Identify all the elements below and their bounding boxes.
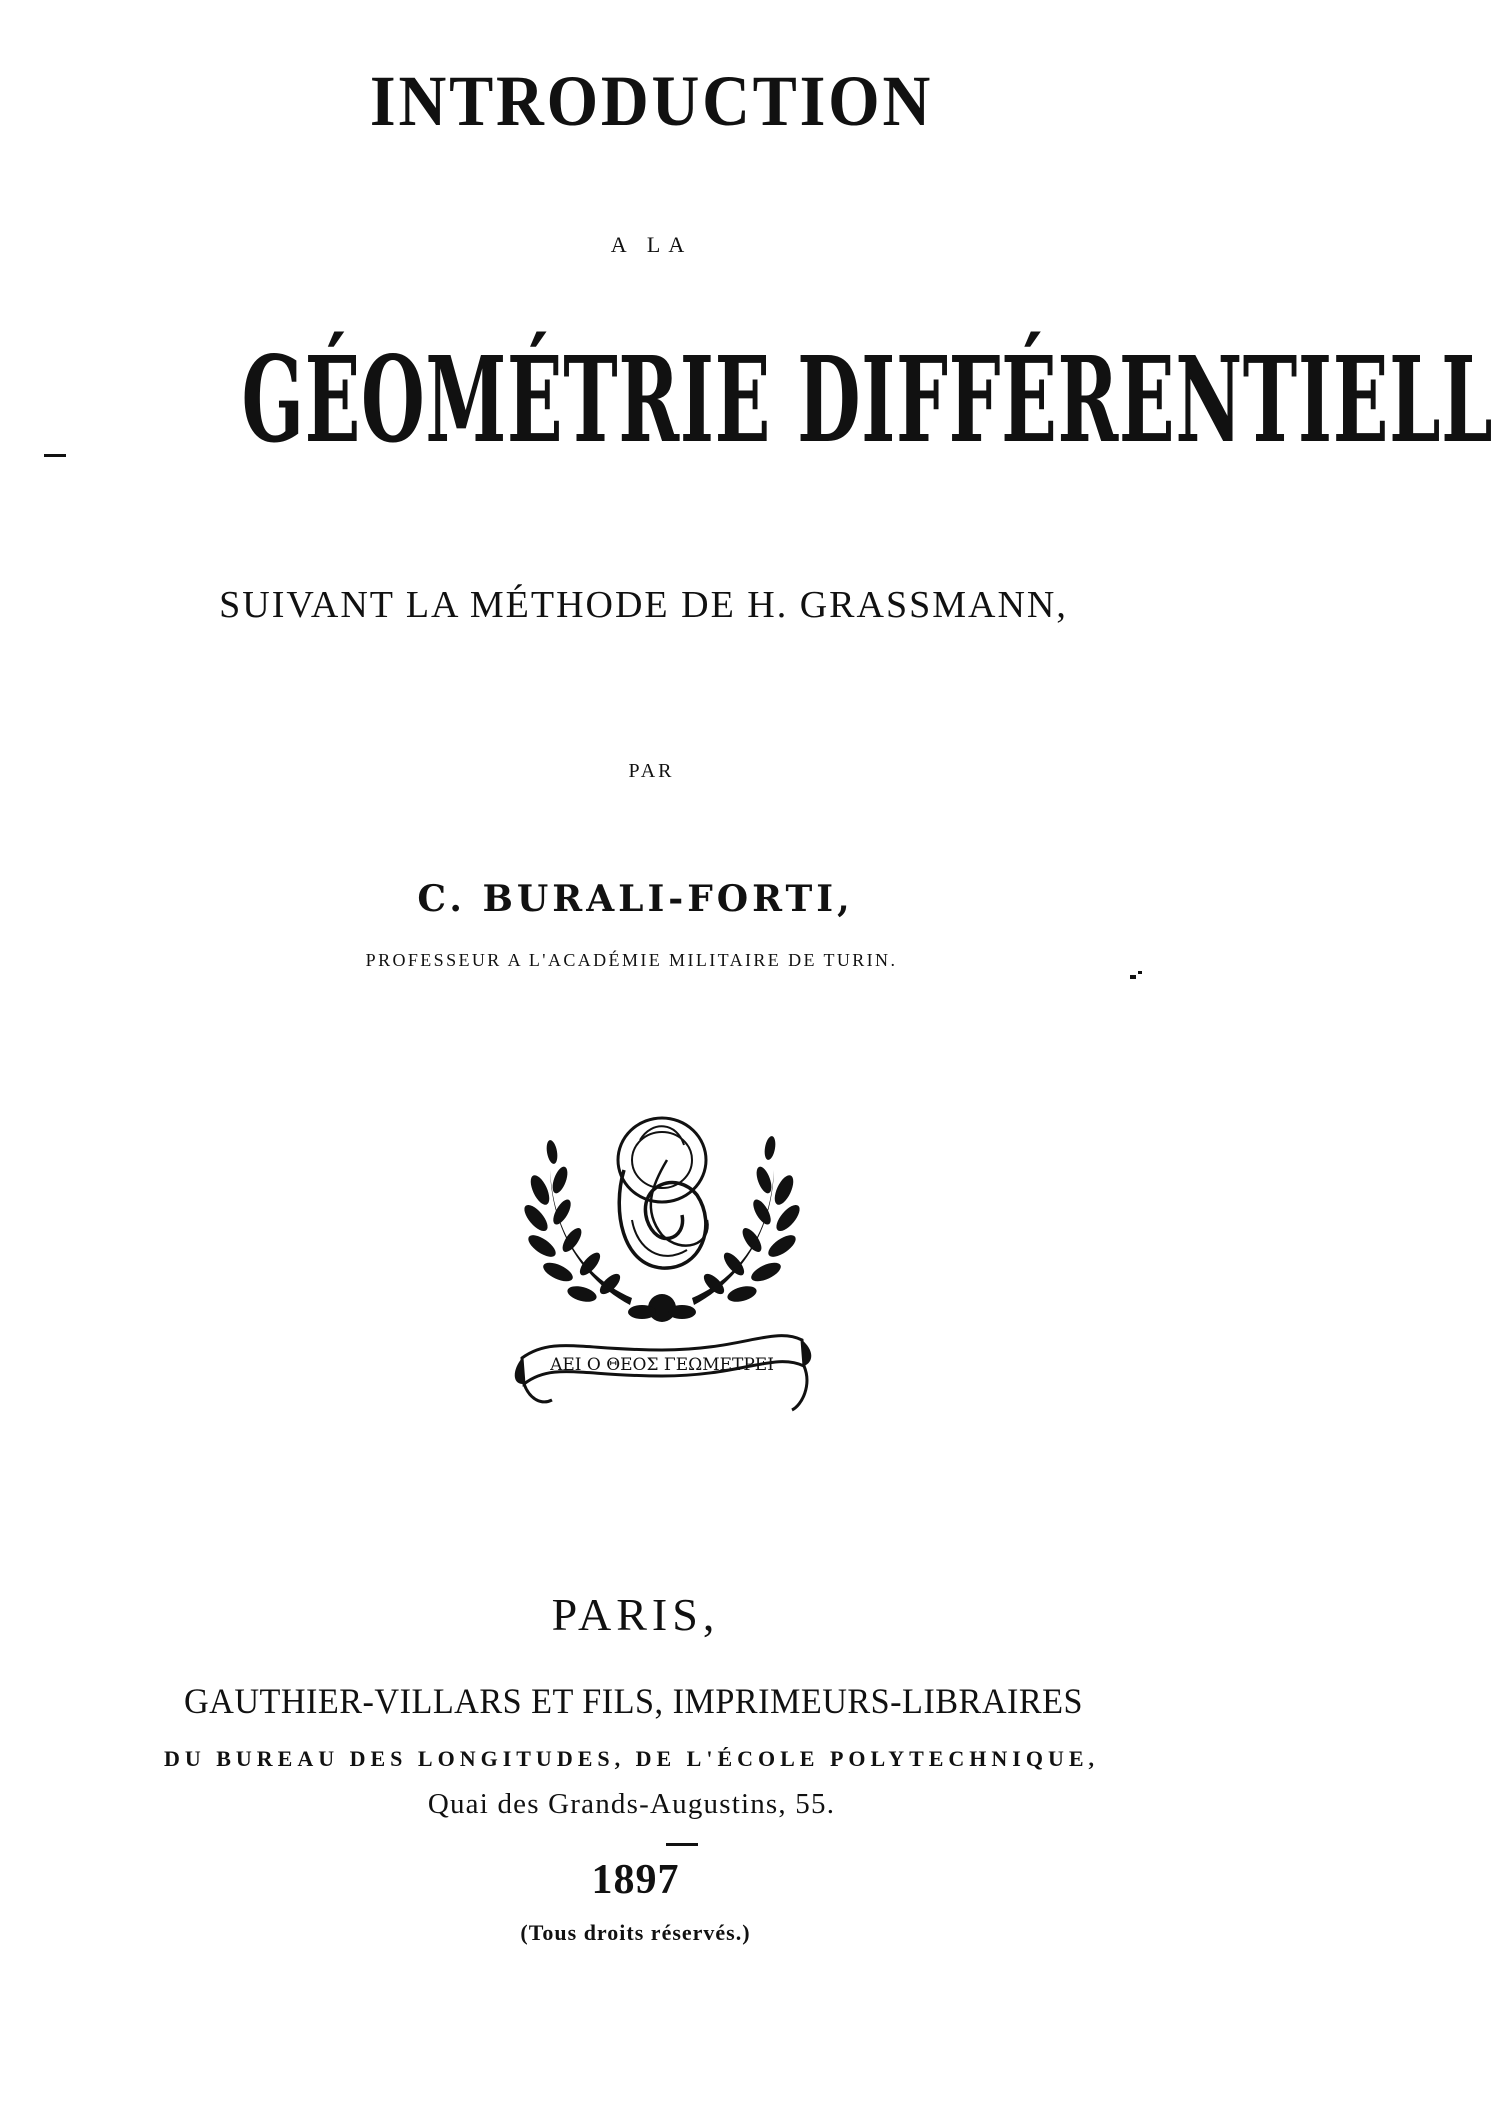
subtitle: SUIVANT LA MÉTHODE DE H. GRASSMANN, bbox=[219, 584, 1068, 626]
imprint-publisher-line2: DU BUREAU DES LONGITUDES, DE L'ÉCOLE POLYTECHNIQUE, bbox=[163, 1746, 1100, 1771]
author-name: C. BURALI-FORTI, bbox=[417, 878, 854, 920]
title-main: INTRODUCTION bbox=[369, 61, 934, 141]
imprint-rights: (Tous droits réservés.) bbox=[520, 1920, 751, 1945]
imprint-year: 1897 bbox=[591, 1857, 680, 1903]
emblem-motto: ΑΕΙ Ο ΘΕΟΣ ΓΕΩΜΕΤΡΕΙ bbox=[550, 1355, 774, 1375]
print-speck bbox=[1130, 975, 1136, 979]
imprint-address: Quai des Grands-Augustins, 55. bbox=[427, 1788, 836, 1820]
author-affiliation: PROFESSEUR A L'ACADÉMIE MILITAIRE DE TURIN. bbox=[365, 950, 898, 970]
title-connector: A LA bbox=[610, 232, 693, 257]
print-speck bbox=[44, 454, 66, 457]
divider-rule bbox=[666, 1843, 698, 1846]
imprint-city: PARIS, bbox=[551, 1589, 720, 1640]
byline-par: PAR bbox=[628, 760, 675, 782]
title-subject: GÉOMÉTRIE DIFFÉRENTIELL bbox=[241, 330, 1493, 469]
print-speck bbox=[1138, 971, 1142, 974]
publisher-monogram-wreath-icon bbox=[512, 1100, 812, 1410]
imprint-publisher-line1: GAUTHIER-VILLARS ET FILS, IMPRIMEURS-LIBRAIRES bbox=[183, 1681, 1084, 1721]
